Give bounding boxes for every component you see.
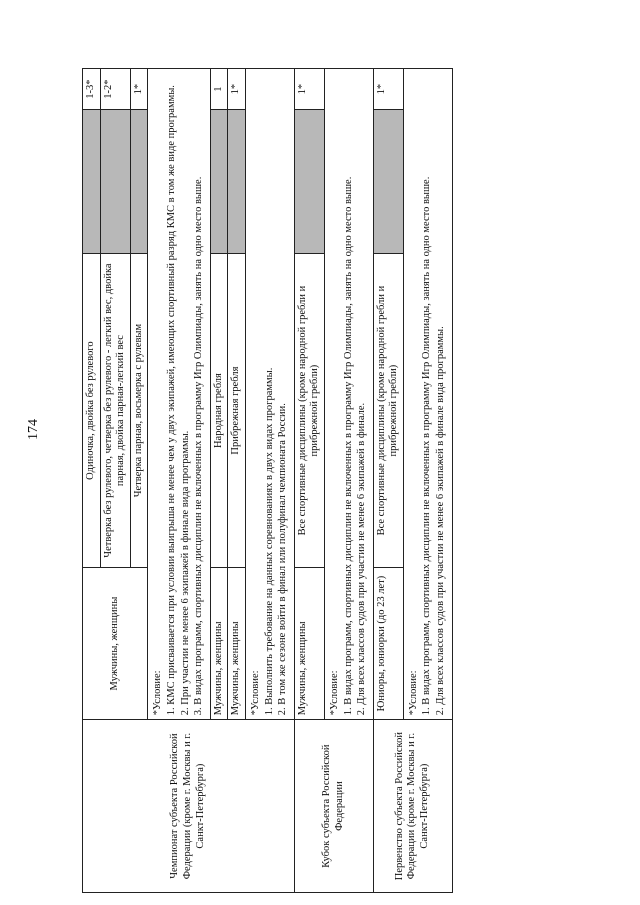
group-cell: Мужчины, женщины [83, 567, 148, 719]
group-cell: Мужчины, женщины [228, 567, 246, 719]
rank-cell: 1* [228, 69, 246, 110]
condition-line: 1. Выполнить требование на данных соревнованиях в двух видах программы. [263, 367, 275, 716]
condition-line: 1. В видах программ, спортивных дисциплин не включенных в программу Игр Олимпиады, занять на одно место выше. [342, 176, 354, 716]
discipline-cell: Четверка без рулевого, четверка без рулевого - легкий вес, двойка парная, двойка парная-легкий вес [100, 254, 130, 568]
shaded-cell [228, 110, 246, 254]
table-row [294, 69, 324, 893]
table-row [83, 69, 101, 893]
condition-line: *Условие: [328, 670, 340, 716]
conditions-cell [403, 69, 452, 720]
condition-line: 3. В видах программ, спортивных дисциплин не включенных в программу Игр Олимпиады, занять на одно место выше. [193, 176, 205, 716]
rank-cell: 1-3* [83, 69, 101, 110]
shaded-cell [294, 110, 324, 254]
discipline-cell: Все спортивные дисциплины (кроме народной гребли и прибрежной гребли) [294, 254, 324, 568]
shaded-cell [83, 110, 101, 254]
shaded-cell [130, 110, 148, 254]
discipline-cell: Народная гребля [210, 254, 228, 568]
competition-cell: Кубок субъекта Российской Федерации [294, 720, 373, 893]
shaded-cell [100, 110, 130, 254]
condition-line: 1. КМС присваивается при условии выигрыша не менее чем у двух экипажей, имеющих спортивный разряд КМС в том же виде программы. [165, 85, 177, 716]
table-row [373, 69, 403, 893]
conditions-cell [324, 69, 373, 720]
condition-line: 2. Для всех классов судов при участии не менее 6 экипажей в финале вида программы. [435, 326, 447, 716]
rotated-table-container [82, 68, 557, 893]
discipline-cell: Прибрежная гребля [228, 254, 246, 568]
discipline-cell: Четверка парная, восьмерка с рулевым [130, 254, 148, 568]
condition-line: 1. В видах программ, спортивных дисциплин не включенных в программу Игр Олимпиады, занять на одно место выше. [421, 176, 433, 716]
group-cell: Мужчины, женщины [294, 567, 324, 719]
conditions-cell [148, 69, 210, 720]
condition-line: 2. В том же сезоне войти в финал или полуфинал чемпионата России. [277, 403, 289, 716]
conditions-cell [245, 69, 294, 720]
competition-cell: Чемпионат субъекта Российской Федерации (кроме г. Москвы и г. Санкт-Петербурга) [83, 720, 295, 893]
rank-requirements-table [82, 68, 453, 893]
rank-cell: 1-2* [100, 69, 130, 110]
group-cell: Юниоры, юниорки (до 23 лет) [373, 567, 403, 719]
condition-line: *Условие: [407, 670, 419, 716]
rank-cell: 1* [294, 69, 324, 110]
rank-cell: 1* [373, 69, 403, 110]
condition-line: 2. При участии не менее 6 экипажей в финале вида программы. [179, 430, 191, 716]
shaded-cell [210, 110, 228, 254]
group-cell: Мужчины, женщины [210, 567, 228, 719]
discipline-cell: Все спортивные дисциплины (кроме народной гребли и прибрежной гребли) [373, 254, 403, 568]
rank-cell: 1 [210, 69, 228, 110]
condition-line: *Условие: [249, 670, 261, 716]
discipline-cell: Одиночка, двойка без рулевого [83, 254, 101, 568]
competition-cell: Первенство субъекта Российской Федерации (кроме г. Москвы и г. Санкт-Петербурга) [373, 720, 452, 893]
shaded-cell [373, 110, 403, 254]
rank-cell: 1* [130, 69, 148, 110]
condition-line: *Условие: [152, 670, 164, 716]
condition-line: 2. Для всех классов судов при участии не менее 6 экипажей в финале. [356, 402, 368, 716]
page-number: 174 [26, 419, 41, 440]
